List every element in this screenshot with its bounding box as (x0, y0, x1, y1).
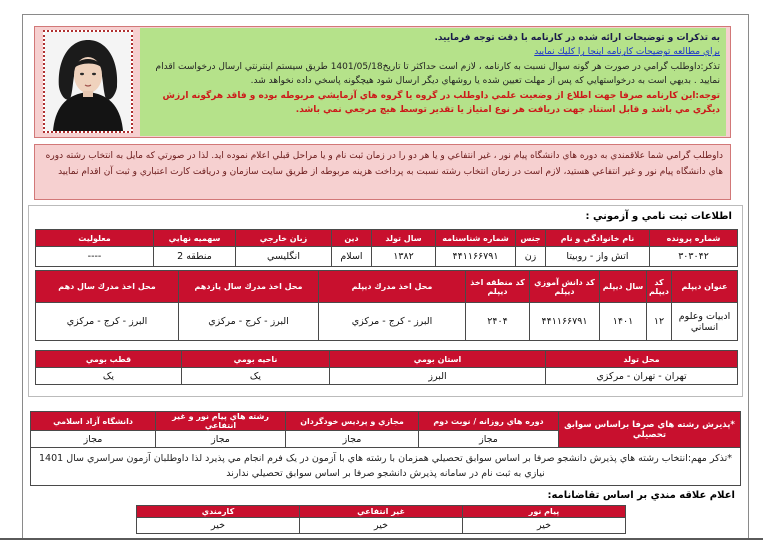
region-code: ۲۴۰۴ (466, 303, 530, 341)
header-cell: جنس (516, 230, 546, 247)
payamnoor-status: مجاز (156, 431, 286, 448)
header-cell: دانشگاه آزاد اسلامي (31, 412, 156, 431)
header-cell: كارمندي (137, 506, 300, 518)
foreign-language: انگليسي (236, 247, 332, 267)
header-cell: ناحيه بومي (182, 351, 330, 368)
student-code: ۴۴۱۱۶۶۷۹۱ (530, 303, 600, 341)
header-cell: دوره هاي روزانه / نوبت دوم (419, 412, 559, 431)
header-cell: سال ديپلم (600, 271, 647, 303)
table-header-row (36, 230, 738, 247)
final-quota: منطقه 2 (154, 247, 236, 267)
header-cell: محل اخذ مدرك سال دهم (36, 271, 179, 303)
notice-content (140, 28, 726, 136)
diploma-title: ادبيات وعلوم انساني (672, 303, 738, 341)
notice-line-deadline: تذکر:داوطلب گرامي در صورت هر گونه سوال نسبت به کارنامه ، لازم است حداکثر تا تاريخ1401/05/18 طريق سيستم اينترنتي ارسال درخواست اقدام نماييد . بديهي است به درخواستهايي كه پس از مهلت تعيين شده يا روشهاي ديگر ارسال شود هيچگونه پاسخي داده نخواهد شد. (155, 61, 720, 87)
disability: ---- (36, 247, 154, 267)
table-row (36, 247, 738, 267)
record-based-admission-header: *پذيرش رشته هاي صرفا براساس سوابق تحصيلي (559, 412, 741, 448)
header-cell: غير انتفاعي (300, 506, 463, 518)
important-note: *تذكر مهم:انتخاب رشته هاي پذيرش دانشجو صرفا بر اساس سوابق تحصيلي همزمان با رشته هاي با آزمون در يک فرم انجام مي پذيرد لذا داوطلبان آزمون سراسري سال 1401 نيازي به ثبت نام در سامانه پذيرش دانشجو صرفا بر اساس سوابق تحصيلي ندارند (30, 448, 741, 486)
interest-info-box: داوطلب گرامي شما علاقمندي به دوره هاي دانشگاه پيام نور ، غير انتفاعي و يا هر دو را در زمان ثبت نام و يا مراحل قبلي اعلام نموده ايد. لذا در صورتي كه مايل به انتخاب رشته دوره هاي دانشگاه پيام نور و غير انتفاعي هستيد، لازم است در زمان انتخاب رشته نسبت به پرداخت هزينه مربوطه از طريق سايت سازمان و دريافت كارت اعتباري و ثبت آن اقدام نماييد (34, 144, 731, 200)
header-cell: زبان خارجي (236, 230, 332, 247)
diploma-place: البرز - كرج - مركزي (319, 303, 466, 341)
candidate-photo (43, 30, 133, 133)
table-header-row (31, 412, 741, 431)
native-pole: يک (36, 368, 182, 385)
grade11-place: البرز - كرج - مركزي (179, 303, 319, 341)
azad-status: مجاز (31, 431, 156, 448)
header-cell: قطب بومي (36, 351, 182, 368)
preference-title: اعلام علاقه مندي بر اساس تقاضانامه: (547, 490, 735, 501)
full-name: اتش واز - روبيتا (546, 247, 650, 267)
header-cell: معلوليت (36, 230, 154, 247)
header-cell: رشته هاي پيام نور و غير انتفاعي (156, 412, 286, 431)
header-cell: دين (332, 230, 372, 247)
header-cell: نام خانوادگي و نام (546, 230, 650, 247)
header-cell: كد ديپلم (647, 271, 672, 303)
notice-line-attention: به تذكرات و توضيحات ارائه شده در كارنامه با دقت توجه فرماييد. (434, 33, 720, 43)
candidate-photo-image (45, 32, 131, 131)
registration-section (28, 205, 743, 397)
table-row (36, 303, 738, 341)
notice-line-warning: توجه:اين كارنامه صرفا جهت اطلاع از وضعيت علمي داوطلب در گروه يا گروه هاي آزمايشي مربوطه بوده و فاقد هرگونه ارزش ديگري مي باشد و قابل استناد جهت دريافت هر نوع امتياز يا تقدير توسط هيچ مرجعي نمي باشد. (162, 90, 720, 116)
header-cell: سال تولد (372, 230, 436, 247)
header-cell: عنوان ديپلم (672, 271, 738, 303)
notice-box (34, 26, 731, 138)
id-number: ۴۴۱۱۶۶۷۹۱ (436, 247, 516, 267)
diploma-code: ۱۲ (647, 303, 672, 341)
employee-pref: خير (137, 518, 300, 534)
personal-info-table (35, 229, 738, 267)
header-cell: مجازي و پرديس خودگردان (286, 412, 419, 431)
diploma-year: ۱۴۰۱ (600, 303, 647, 341)
table-header-row (36, 271, 738, 303)
grade10-place: البرز - كرج - مركزي (36, 303, 179, 341)
native-district: يک (182, 368, 330, 385)
file-number: ۳۰۳۰۴۲ (650, 247, 738, 267)
header-cell: شماره پرونده (650, 230, 738, 247)
preference-table (136, 505, 626, 534)
gender: زن (516, 247, 546, 267)
report-explanation-link[interactable]: براي مطالعه توضيحات كارنامه اينجا را كليك نماييد (534, 47, 720, 58)
birth-year: ۱۳۸۲ (372, 247, 436, 267)
birthplace: تهران - تهران - مركزي (546, 368, 738, 385)
header-cell: كد منطقه اخذ ديپلم (466, 271, 530, 303)
table-row (36, 368, 738, 385)
header-cell: استان بومي (330, 351, 546, 368)
native-province: البرز (330, 368, 546, 385)
header-cell: سهميه نهايي (154, 230, 236, 247)
diploma-info-table (35, 270, 738, 341)
header-cell: محل اخذ مدرك ديپلم (319, 271, 466, 303)
admission-table (30, 411, 741, 448)
table-header-row (137, 506, 626, 518)
religion: اسلام (332, 247, 372, 267)
header-cell: محل تولد (546, 351, 738, 368)
header-cell: شماره شناسنامه (436, 230, 516, 247)
header-cell: كد دانش آموزي ديپلم (530, 271, 600, 303)
nonprofit-pref: خير (300, 518, 463, 534)
birthplace-table (35, 350, 738, 385)
table-header-row (36, 351, 738, 368)
virtual-status: مجاز (286, 431, 419, 448)
daily-status: مجاز (419, 431, 559, 448)
section-title: اطلاعات ثبت نامي و آزموني : (585, 211, 732, 222)
table-row (137, 518, 626, 534)
header-cell: پيام نور (463, 506, 626, 518)
header-cell: محل اخذ مدرك سال يازدهم (179, 271, 319, 303)
payamnoor-pref: خير (463, 518, 626, 534)
